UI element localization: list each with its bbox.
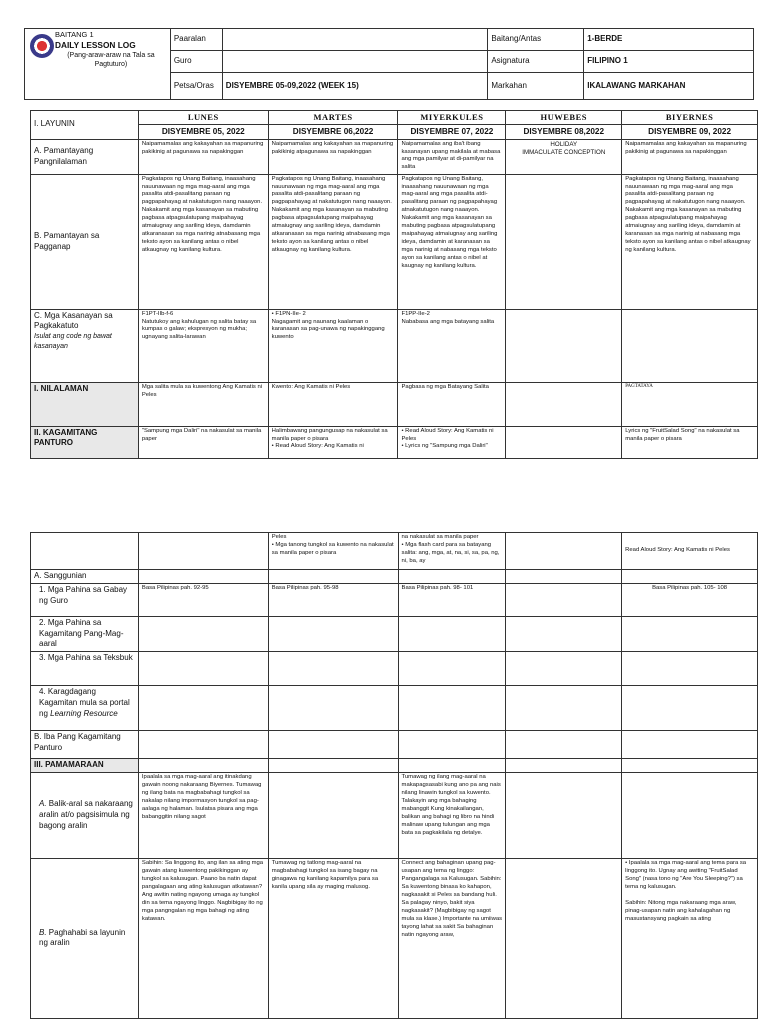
cell-a-martes: Naipamamalas ang kakayahan sa mapanuring pakikinig atpagunawa sa napakinggan	[268, 139, 398, 174]
day-biyernes: BIYERNES	[622, 111, 758, 125]
cell-cont-huwebes	[506, 533, 622, 570]
baitang-label: BAITANG 1	[55, 30, 94, 39]
paaralan-label: Paaralan	[170, 29, 222, 51]
date-miyerkules: DISYEMBRE 07, 2022	[398, 125, 506, 139]
cell-balik-martes	[268, 772, 398, 858]
cell-nilalaman-lunes: Mga salita mula sa kuwentong Ang Kamatis ni Peles	[138, 382, 268, 426]
petsa-value: DISYEMBRE 05-09,2022 (WEEK 15)	[222, 73, 488, 100]
row-label-iba-pang-kagamitan: B. Iba Pang Kagamitang Panturo	[31, 731, 139, 759]
cell-b-huwebes	[506, 174, 622, 309]
cell-c-miyerkules: F1PP-IIe-2 Nababasa ang mga batayang salita	[398, 309, 506, 382]
learning-resource-label: Learning Resource	[50, 708, 118, 718]
header-table	[24, 28, 754, 100]
markahan-label: Markahan	[488, 73, 584, 100]
balik-aral-letter: A.	[39, 799, 47, 809]
cell-cont-martes: Peles • Mga tanong tungkol sa kuwento na nakasulat sa manila paper o pisara	[268, 533, 398, 570]
row-label-kagamitang-panturo: II. KAGAMITANG PANTURO	[31, 426, 139, 458]
karagdagang-label: 4. Karagdagang Kagamitan mula sa portal ng	[39, 687, 130, 718]
day-martes: MARTES	[268, 111, 398, 125]
asignatura-value: FILIPINO 1	[584, 51, 754, 73]
cell-balik-lunes: Ipaalala sa mga mag-aaral ang itinakdang gawain noong nakaraang Biyernes. Tumawag ng ilang bata na magbabahagi tungkol sa nakalap nilang impormasyon tungkol sa pag-aalaga ng halaman. Isulatsa pisara ang mga babanggitin nilang sagot	[138, 772, 268, 858]
row-label-pamamaraan: III. PAMAMARAAN	[31, 759, 139, 773]
cell-guro-martes: Basa Pilipinas pah. 95-98	[268, 583, 398, 616]
cell-nilalaman-biyernes: PAGTATAYA	[622, 382, 758, 426]
cell-kagamitan-huwebes	[506, 426, 622, 458]
day-lunes: LUNES	[138, 111, 268, 125]
cell-guro-lunes: Basa Pilipinas pah. 92-95	[138, 583, 268, 616]
petsa-label: Petsa/Oras	[170, 73, 222, 100]
cell-paghahabi-lunes: Sabihin: Sa linggong ito, ang ilan sa ating mga gawain atang kuwentong pakikinggan ay tungkol sa kalusugan. Paano ba natin dapat pangalagaan ang ating kalusugan atkatawan? Ang awitin nating ngayong umaga ay tungkol din sa tema ngayong linggo. Nagbibigay ito ng mga pangngalan ng mga bahagi ng ating katawan.	[138, 858, 268, 1018]
cell-b-martes: Pagkatapos ng Unang Baitang, inaasahang nauunawaan ng mga mag-aaral ang mga pasalita atdi-pasalitang paraan ng pagpapahayag at nakatutugon nang naaayon. Nakakamit ang mga kasanayan sa mabuting pagbasa atpagsulatupang maipahayag atmaiugnay ang sariling ideya, damdamin atkaranasan sa mga narinig atnabasang mga teksto ayon sa kanilang antas o nibel atkaugnay ng kanilang kultura.	[268, 174, 398, 309]
cell-nilalaman-martes: Kwento: Ang Kamatis ni Peles	[268, 382, 398, 426]
row-label-paghahabi	[31, 858, 139, 1018]
baitang-antas-label: Baitang/Antas	[488, 29, 584, 51]
header-title-block	[25, 29, 171, 100]
balik-aral-label: Balik-aral sa nakaraang aralin at/o pagsisimula ng bagong aralin	[39, 799, 133, 830]
date-lunes: DISYEMBRE 05, 2022	[138, 125, 268, 139]
row-label-nilalaman: I. NILALAMAN	[31, 382, 139, 426]
cell-kagamitan-biyernes: Lyrics ng "FruitSalad Song" na nakasulat sa manila paper o pisara	[622, 426, 758, 458]
cell-c-martes: • F1PN-IIe- 2 Nagagamit ang naunang kaalaman o karanasan sa pag-unawa ng napakinggang kuwento	[268, 309, 398, 382]
cell-paghahabi-miyerkules: Connect ang bahaginan upang pag-usapan ang tema ng linggo: Pangangalaga sa Kalusugan. Sabihin: Sa kuwentong binasa ko kahapon, nagkasakit si Peles sa bandang huli. Sa palagay ninyo, bakit siya nagkasakit? (Magbibigay ng sagot mula sa klase.) Importante na umiiwas tayong lahat sa sakit Sa bahaginan natin ngayong araw,	[398, 858, 506, 1018]
cell-cont-miyerkules: na nakasulat sa manila paper • Mga flash card para sa batayang salita: ang, mga, at, na, si, sa, pa, ng, ni, ba, ay	[398, 533, 506, 570]
date-biyernes: DISYEMBRE 09, 2022	[622, 125, 758, 139]
row-label-pamantayan-sa-pagganap: B. Pamantayan sa Pagganap	[31, 174, 139, 309]
cell-kagamitan-miyerkules: • Read Aloud Story: Ang Kamatis ni Peles • Lyrics ng "Sampung mga Daliri"	[398, 426, 506, 458]
cell-paghahabi-biyernes: • Ipaalala sa mga mag-aaral ang tema para sa linggong ito. Ugnay ang awiting "FruitSalad Song" (nasa tono ng "Are You Sleeping?") sa tema ng kalusugan. Sabihin: Nitong mga nakaraang mga araw, pinag-usapan natin ang kahalagahan ng masustansyang pagkain sa ating	[622, 858, 758, 1018]
dll-subtitle: (Pang-araw-araw na Tala sa Pagtuturo)	[67, 51, 155, 68]
dll-title: DAILY LESSON LOG	[55, 39, 136, 50]
cell-kagamitan-lunes: "Sampung mga Daliri" na nakasulat sa manila paper	[138, 426, 268, 458]
lesson-table-page1	[30, 110, 758, 459]
cell-a-biyernes: Naipamamalas ang kakayahan sa mapanuring pakikinig at pagunawa sa napakinggan	[622, 139, 758, 174]
cell-kagamitan-martes: Halimbawang pangungusap na nakasulat sa manila paper o pisara • Read Aloud Story: Ang Kamatis ni	[268, 426, 398, 458]
baitang-antas-value: 1-BERDE	[584, 29, 754, 51]
paaralan-field[interactable]	[222, 29, 488, 51]
row-label-teksbuk: 3. Mga Pahina sa Teksbuk	[31, 652, 139, 686]
row-label-balik-aral	[31, 772, 139, 858]
paghahabi-label: Paghahabi sa layunin ng aralin	[39, 927, 126, 948]
cell-c-lunes: F1PT-IIb-f-6 Natutukoy ang kahulugan ng salita batay sa kumpas o galaw; ekspresyon ng mukha; ugnayang salita-larawan	[138, 309, 268, 382]
cell-guro-biyernes: Basa Pilipinas pah. 105- 108	[622, 583, 758, 616]
row-label-sanggunian: A. Sanggunian	[31, 570, 139, 584]
cell-balik-miyerkules: Tumawag ng ilang mag-aaral na makapagsasabi kung ano pa ang nais nilang linawin tungkol sa kuwento. Talakayin ang mga bahaging mabanggit Kung kinakailangan, balikan ang bahagi ng libro na hindi malinaw upang tulungan ang mga bata sa pagkakilala ng detalye.	[398, 772, 506, 858]
cell-balik-huwebes	[506, 772, 622, 858]
cell-nilalaman-huwebes	[506, 382, 622, 426]
row-label-karagdagang-kagamitan	[31, 686, 139, 731]
row-label-kasanayan	[31, 309, 139, 382]
cell-paghahabi-huwebes	[506, 858, 622, 1018]
layunin-heading: I. LAYUNIN	[31, 111, 139, 140]
row-label-pamantayang-pangnilalaman: A. Pamantayang Pangnilalaman	[31, 139, 139, 174]
day-miyerkules: MIYERKULES	[398, 111, 506, 125]
cell-guro-miyerkules: Basa Pilipinas pah. 98- 101	[398, 583, 506, 616]
lesson-table-page2	[30, 532, 758, 1019]
cell-paghahabi-martes: Tumawag ng tatlong mag-aaral na magbabahagi tungkol sa isang bagay na ginagawa ng kanilang kapamilya para sa kanila upang sila ay maging malusog.	[268, 858, 398, 1018]
cell-b-biyernes: Pagkatapos ng Unang Baitang, inaasahang nauunawaan ng mga mag-aaral ang mga pasalita atdi-pasalitang paraan ng pagpapahayag at nakatutugon nang naaayon. Nakakamit ang mga kasanayan sa mabuting pagbasa atpagsulatupang maipahayag atmaiugnay ang sariling ideya, damdamin at karanasan sa mga narinig at nabasang mga teksto ayon sa kanilang antas o nibel atkaugnay ng kanilang kultura.	[622, 174, 758, 309]
holiday-note: HOLIDAY IMMACULATE CONCEPTION	[506, 139, 622, 174]
asignatura-label: Asignatura	[488, 51, 584, 73]
kasanayan-note: Isulat ang code ng bawat kasanayan	[34, 333, 112, 350]
paghahabi-letter: B.	[39, 927, 47, 937]
cell-cont-biyernes: Read Aloud Story: Ang Kamatis ni Peles	[622, 533, 758, 570]
cont-label-empty	[31, 533, 139, 570]
cell-balik-biyernes	[622, 772, 758, 858]
kasanayan-label: C. Mga Kasanayan sa Pagkakatuto	[34, 310, 113, 331]
row-label-kagamitang-pang-mag-aaral: 2. Mga Pahina sa Kagamitang Pang-Mag-aaral	[31, 616, 139, 651]
cell-guro-huwebes	[506, 583, 622, 616]
date-martes: DISYEMBRE 06,2022	[268, 125, 398, 139]
cell-a-miyerkules: Naipamamalas ang iba't ibang kasanayan upang makilala at mabasa ang mga pamilyar at di-pamilyar na salita	[398, 139, 506, 174]
cell-nilalaman-miyerkules: Pagbasa ng mga Batayang Salita	[398, 382, 506, 426]
cell-c-huwebes	[506, 309, 622, 382]
guro-field[interactable]	[222, 51, 488, 73]
cell-b-lunes: Pagkatapos ng Unang Baitang, inaasahang nauunawaan ng mga mag-aaral ang mga pasalita atdi-pasalitang paraan ng pagpapahayag at nakatutugon nang naaayon. Nakakamit ang mga kasanayan sa mabuting pagbasa atpagsulatupang maipahayag atmaiugnay ang sariling ideya, damdamin atkaranasan sa mga narinig atnabasang mga teksto ayon sa kanilang antas o nibel atkaugnay ng kanilang kultura.	[138, 174, 268, 309]
date-huwebes: DISYEMBRE 08,2022	[506, 125, 622, 139]
cell-a-lunes: Naipamamalas ang kakayahan sa mapanuring pakikinig at pagunawa sa napakinggan	[138, 139, 268, 174]
day-huwebes: HUWEBES	[506, 111, 622, 125]
markahan-value: IKALAWANG MARKAHAN	[584, 73, 754, 100]
cell-cont-lunes	[138, 533, 268, 570]
cell-b-miyerkules: Pagkatapos ng Unang Baitang, inaasahang nauunawaan ng mga mag-aaral ang mga pasalita atdi-pasalitang paraan ng pagpapahayag atnakatutugon nang naaayon. Nakakamit ang mga kasanayan sa mabuting pagbasa atpagsulatupang maipahayag atmaiugnay ang sariling ideya, damdamin at karanasan sa mga narinig at nabasang mga teksto ayon sa kanilang antas o nibel at kaugnay ng kanilang kultura.	[398, 174, 506, 309]
row-label-gabay-ng-guro: 1. Mga Pahina sa Gabay ng Guro	[31, 583, 139, 616]
cell-c-biyernes	[622, 309, 758, 382]
guro-label: Guro	[170, 51, 222, 73]
